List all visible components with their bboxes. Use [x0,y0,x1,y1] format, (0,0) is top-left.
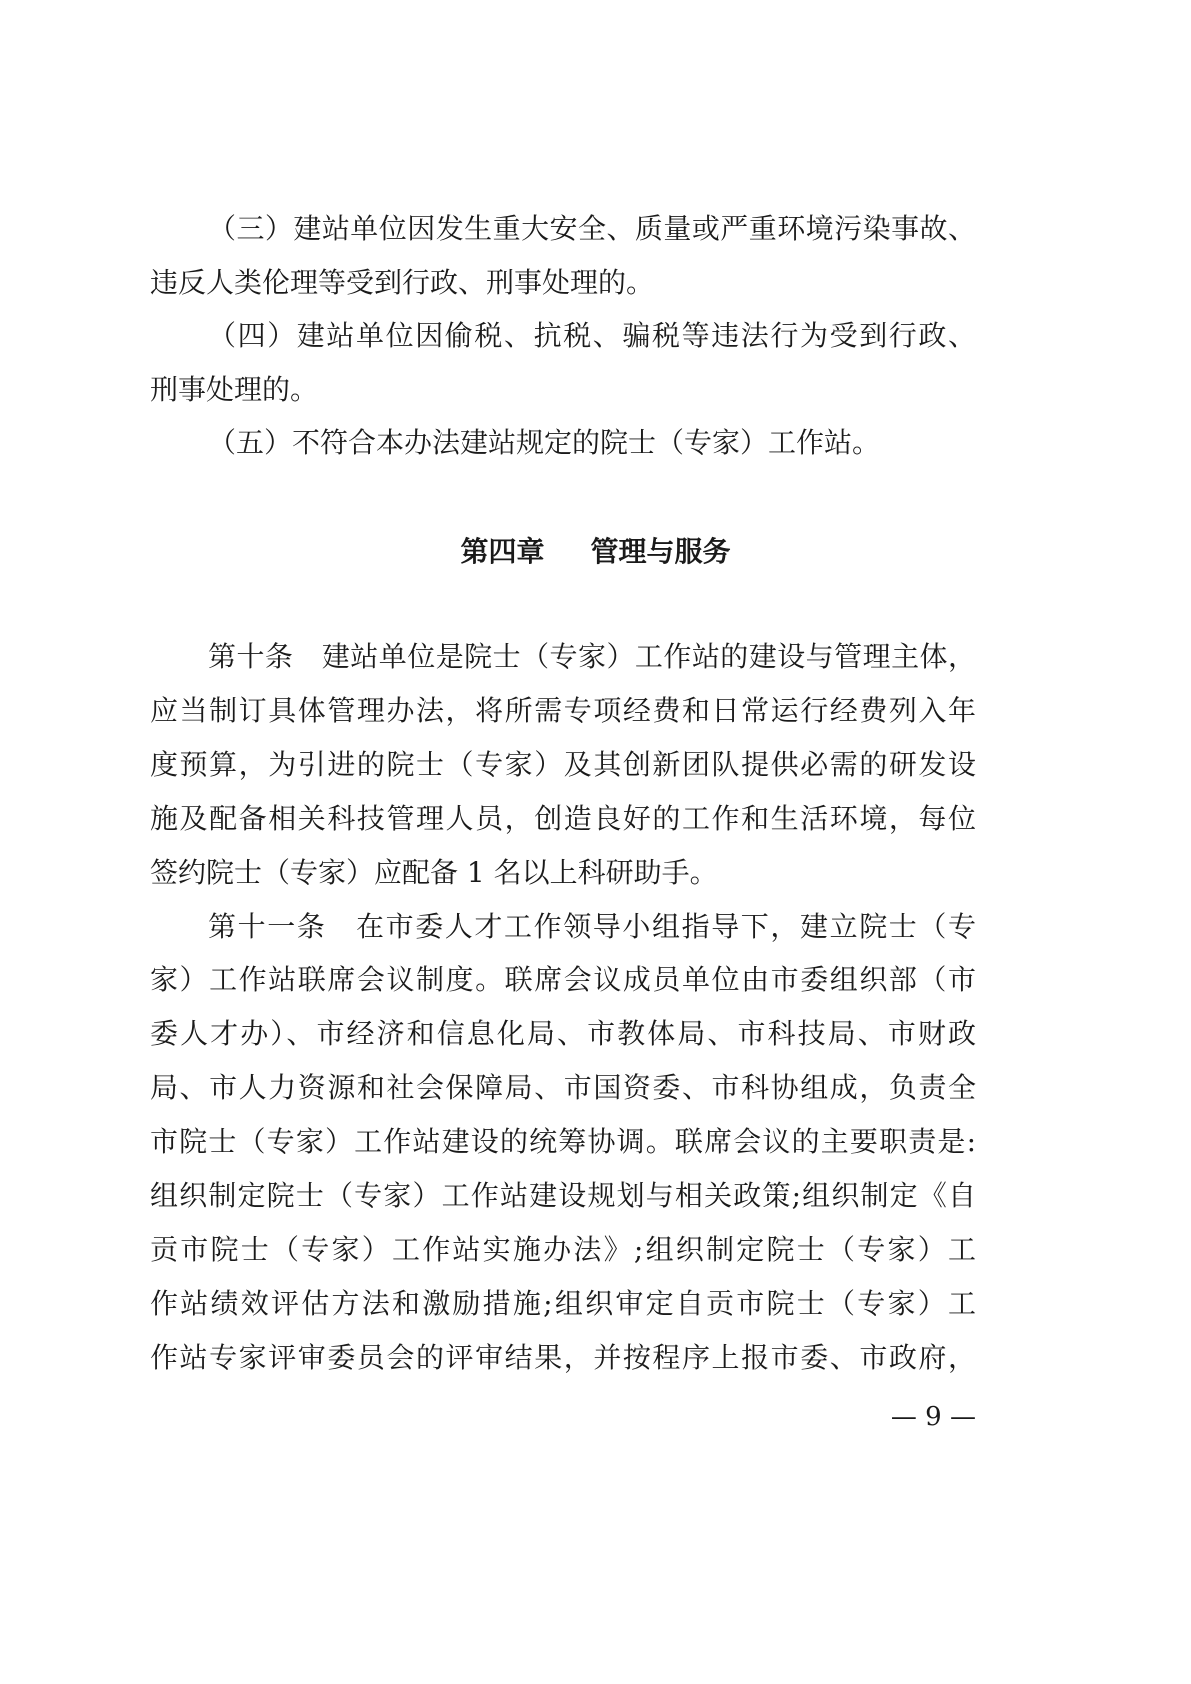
paragraph-line: （五）不符合本办法建站规定的院士（专家）工作站。 [208,426,881,459]
paragraph-line: 刑事处理的。 [150,372,319,406]
paragraph-line: 应当制订具体管理办法，将所需专项经费和日常运行经费列入年 [150,693,976,727]
paragraph-line: 第十条 建站单位是院士（专家）工作站的建设与管理主体， [208,640,976,673]
chapter-number: 第四章 [460,535,545,568]
paragraph-line: 委人才办）、市经济和信息化局、市教体局、市科技局、市财政 [150,1017,976,1051]
paragraph-line: 第十一条 在市委人才工作领导小组指导下，建立院士（专 [208,909,976,943]
paragraph-line: 度预算，为引进的院士（专家）及其创新团队提供必需的研发设 [150,747,976,781]
paragraph-line: 组织制定院士（专家）工作站建设规划与相关政策;组织制定《自 [150,1179,976,1212]
paragraph-line: 作站专家评审委员会的评审结果，并按程序上报市委、市政府， [150,1340,976,1374]
chapter-heading [0,530,1191,570]
paragraph-line: 家）工作站联席会议制度。联席会议成员单位由市委组织部（市 [150,963,976,997]
paragraph-line: （四）建站单位因偷税、抗税、骗税等违法行为受到行政、 [208,319,976,352]
paragraph-line: 签约院士（专家）应配备 1 名以上科研助手。 [150,855,718,889]
paragraph-line: （三）建站单位因发生重大安全、质量或严重环境污染事故、 [208,212,976,245]
paragraph-line: 施及配备相关科技管理人员，创造良好的工作和生活环境，每位 [150,801,976,835]
page-number: — 9 — [890,1402,976,1432]
chapter-title: 管理与服务 [590,535,731,568]
paragraph-line: 局、市人力资源和社会保障局、市国资委、市科协组成，负责全 [150,1071,976,1105]
paragraph-line: 贡市院士（专家）工作站实施办法》;组织制定院士（专家）工 [150,1232,976,1266]
paragraph-line: 违反人类伦理等受到行政、刑事处理的。 [150,265,655,299]
paragraph-line: 市院士（专家）工作站建设的统筹协调。联席会议的主要职责是: [150,1125,976,1159]
paragraph-line: 作站绩效评估方法和激励措施;组织审定自贡市院士（专家）工 [150,1286,976,1320]
